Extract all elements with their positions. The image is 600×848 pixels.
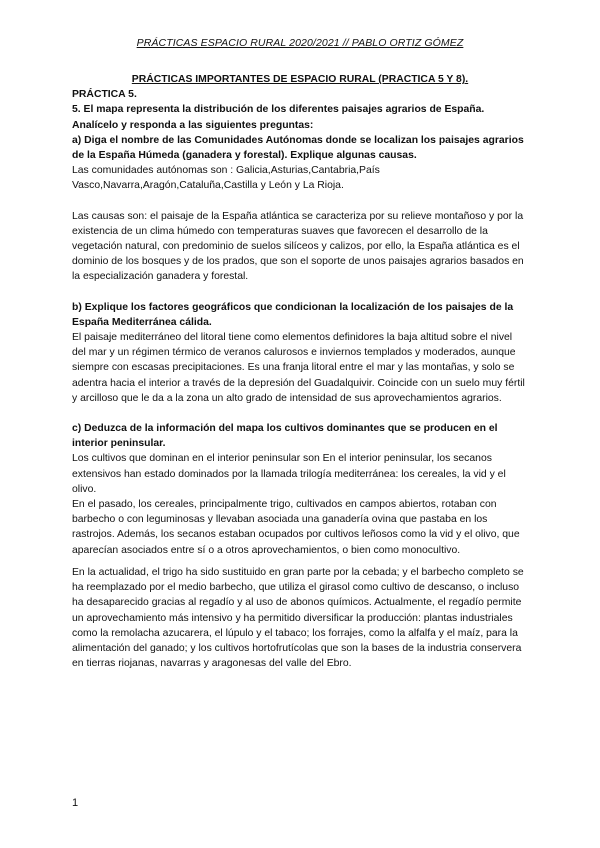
question-b: b) Explique los factores geográficos que condicionan la localización de los paisajes de la España Mediterránea cálida.	[72, 301, 514, 328]
exercise-intro: 5. El mapa representa la distribución de los diferentes paisajes agrarios de España. Analícelo y responda a las siguientes preguntas:	[72, 104, 485, 131]
question-c: c) Deduzca de la información del mapa los cultivos dominantes que se producen en el interior peninsular.	[72, 423, 498, 450]
answer-b: El paisaje mediterráneo del litoral tiene como elementos definidores la baja altitud sobre el nivel del mar y un régimen térmico de veranos calurosos e inviernos templados y moderados, aunque siempre con escasas precipitaciones. Es una franja litoral entre el mar y las montañas, y solo se adentra hacia el interior a través de la depresión del Guadalquivir. Coincide con un suelo muy fértil y arcilloso que le da a la zona un alto grado de intensidad de sus aprovechamientos agrarios.	[72, 332, 525, 404]
question-a: a) Diga el nombre de las Comunidades Autónomas donde se localizan los paisajes agrarios de la España Húmeda (ganadera y forestal). Explique algunas causas.	[72, 134, 524, 162]
answer-c-past: En el pasado, los cereales, principalmente trigo, cultivados en campos abiertos, rotaban con barbecho o con leguminosas y llevaban asociada una ganadería ovina que pastaba en los rastrojos. Además, los secanos estaban ocupados por cultivos leñosos como la vid y el olivo, que aparecían asociados entre sí o a otros aprovechamientos, o bien como monocultivo.	[72, 499, 520, 556]
page-header: PRÁCTICAS ESPACIO RURAL 2020/2021 // PABLO ORTIZ GÓMEZ	[136, 37, 464, 49]
practice-heading: PRÁCTICA 5.	[72, 89, 137, 101]
answer-c-intro: Los cultivos que dominan en el interior peninsular son En el interior peninsular, los secanos extensivos han estado dominados por la llamada trilogía mediterránea: los cereales, la vid y el olivo.	[72, 453, 506, 495]
answer-a-causes: Las causas son: el paisaje de la España atlántica se caracteriza por su relieve montañoso y por la existencia de un clima húmedo con temperaturas suaves que favorecen el desarrollo de la vegetación natural, con predominio de suelos silíceos y calizos, por ello, la España atlántica es el dominio de los bosques y de los prados, que son el soporte de unos paisajes agrarios basados en la especialización ganadera y forestal.	[72, 210, 524, 283]
answer-a-communities: Las comunidades autónomas son : Galicia,Asturias,Cantabria,País Vasco,Navarra,Aragón,Cataluña,Castilla y León y La Rioja.	[72, 165, 380, 192]
page-number: 1	[72, 797, 79, 809]
answer-c-present: En la actualidad, el trigo ha sido sustituido en gran parte por la cebada; y el barbecho completo se ha reemplazado por el medio barbecho, que utiliza el girasol como cultivo de descanso, o incluso ha desaparecido gracias al regadío y al uso de abonos químicos. Actualmente, el regadío permite un aprovechamiento más intensivo y ha permitido diversificar la producción: plantas industriales como la remolacha azucarera, el lúpulo y el tabaco; los forrajes, como la alfalfa y el maíz, para la alimentación del ganado; y los cultivos hortofrutícolas que son la bases de la industria conservera en tierras riojanas, navarras y aragonesas del valle del Ebro.	[72, 566, 524, 670]
document-title: PRÁCTICAS IMPORTANTES DE ESPACIO RURAL (PRACTICA 5 Y 8).	[131, 74, 469, 85]
document-body	[72, 72, 528, 671]
